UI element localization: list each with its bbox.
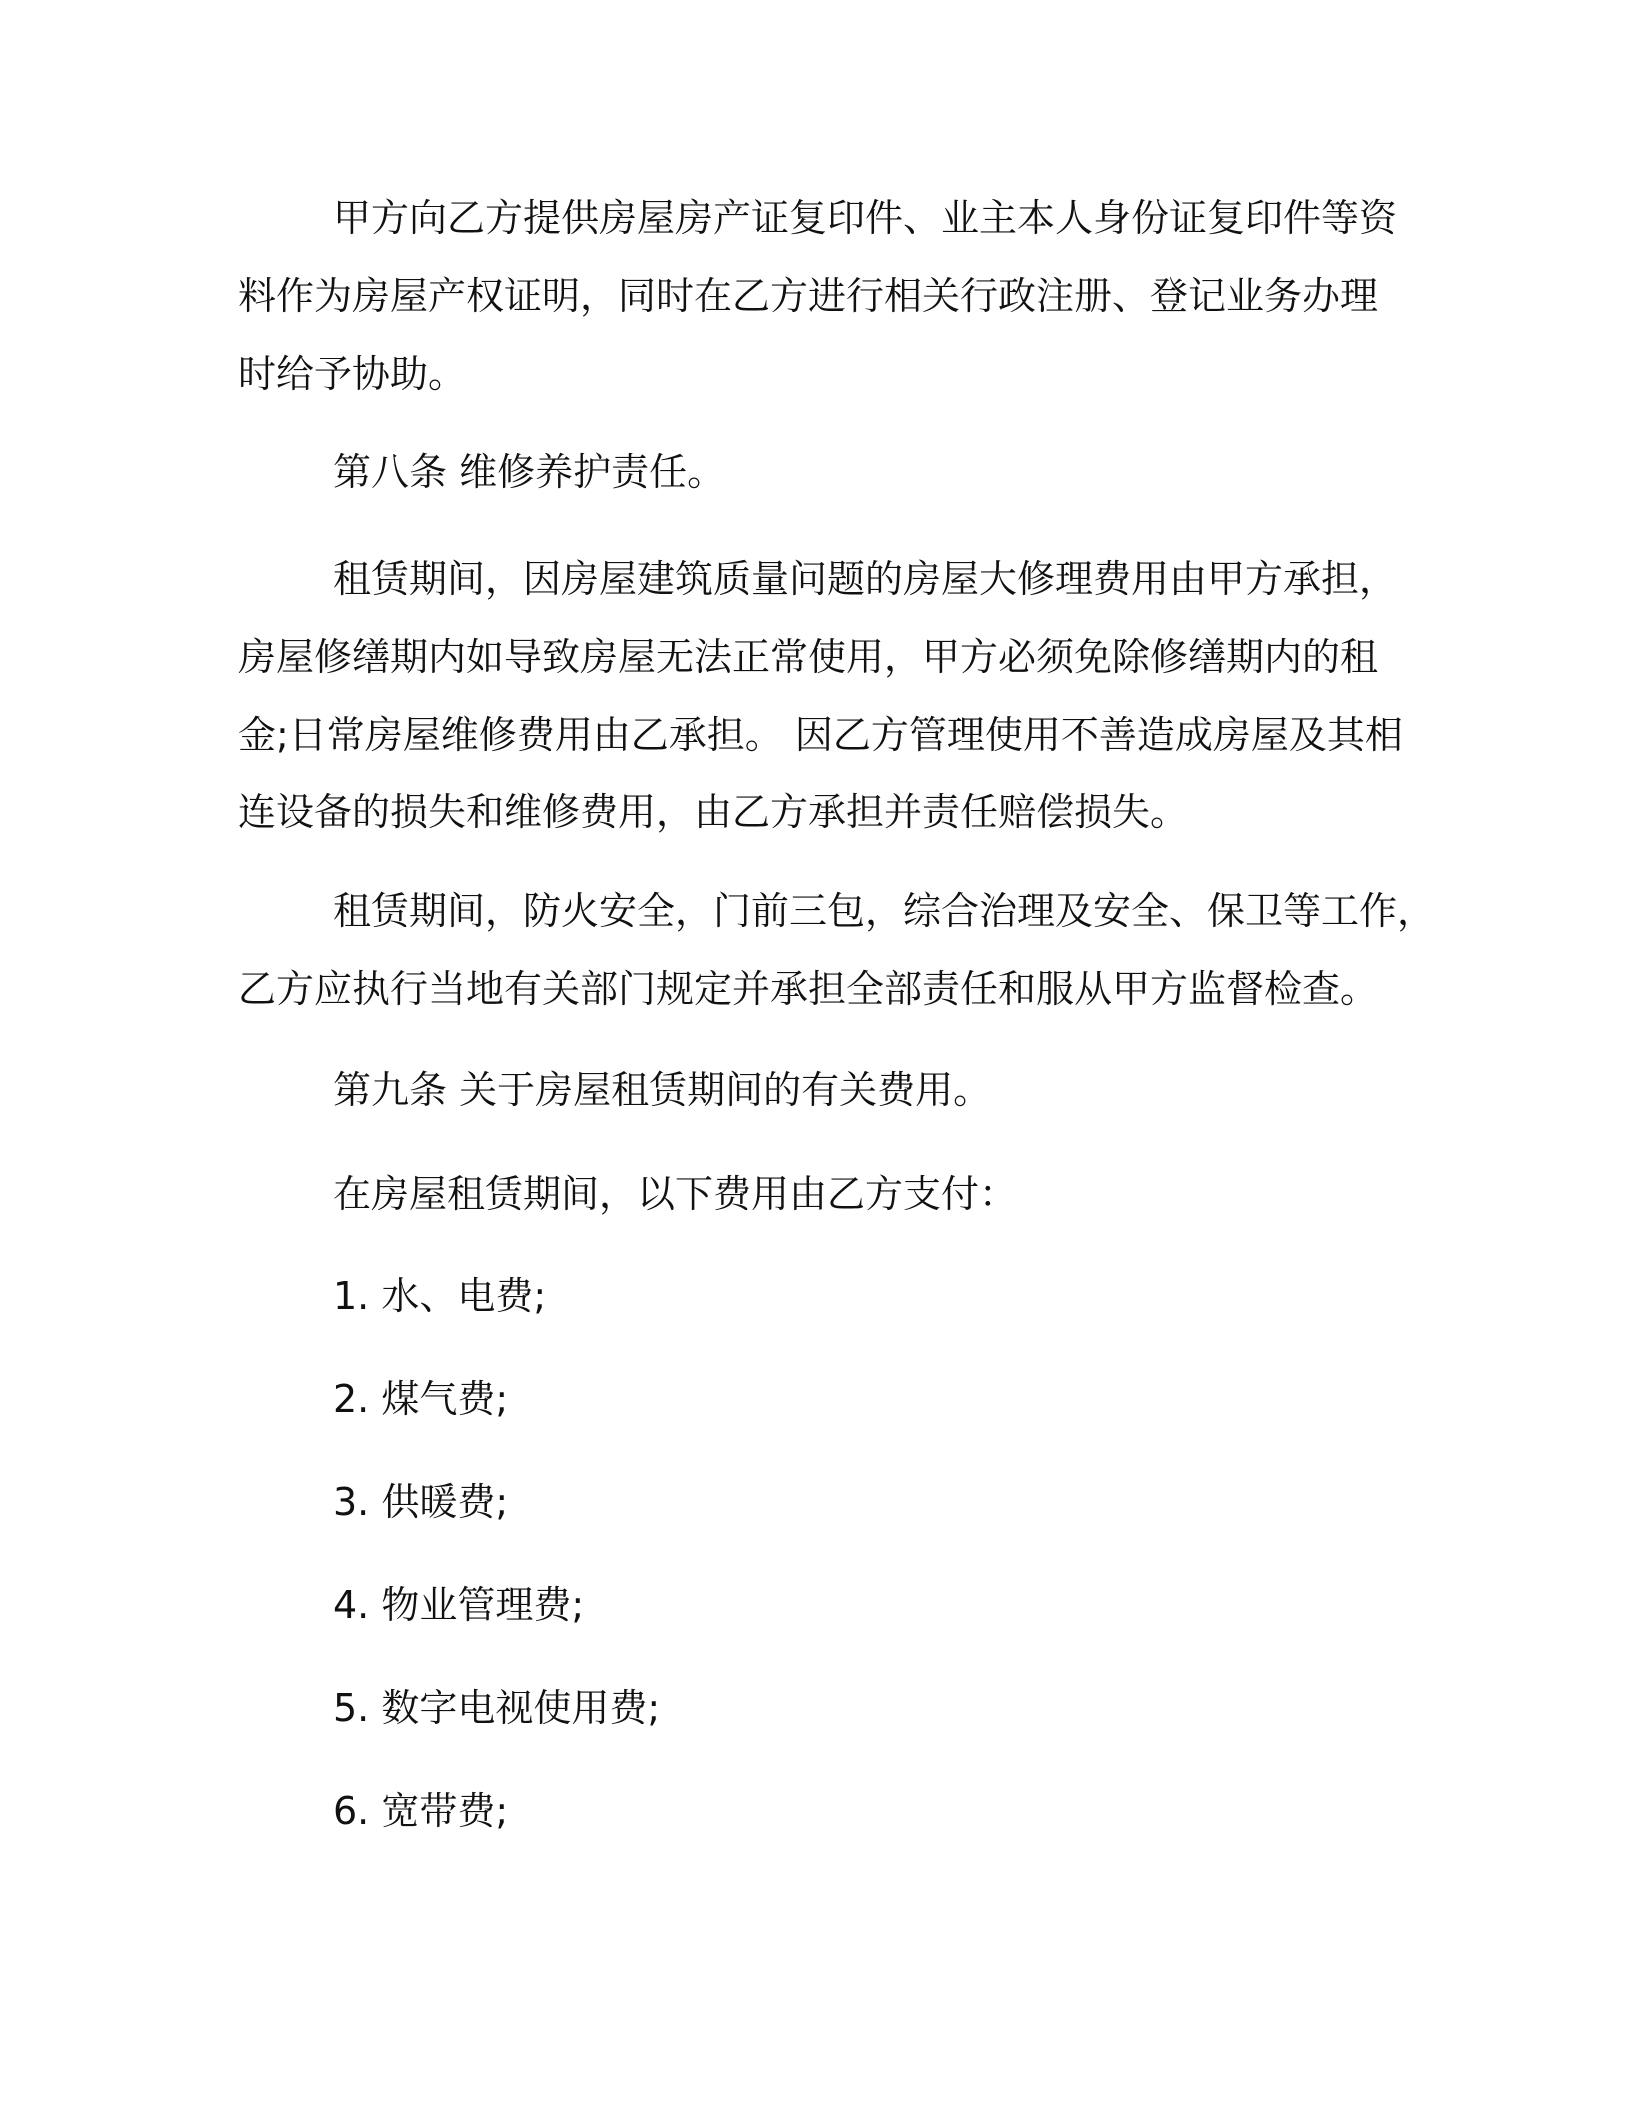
fee-item-2: 2. 煤气费; [333, 1377, 509, 1421]
fee-item-6: 6. 宽带费; [333, 1789, 509, 1833]
article-8-heading: 第八条 维修养护责任。 [333, 450, 726, 494]
fees-intro: 在房屋租赁期间，以下费用由乙方支付： [333, 1172, 1018, 1216]
article-9-heading: 第九条 关于房屋租赁期间的有关费用。 [333, 1068, 992, 1112]
fee-item-1: 1. 水、电费; [333, 1274, 547, 1318]
paragraph-2-line-1: 租赁期间，因房屋建筑质量问题的房屋大修理费用由甲方承担， [333, 557, 1398, 601]
paragraph-2-line-4: 连设备的损失和维修费用，由乙方承担并责任赔偿损失。 [238, 790, 1189, 834]
paragraph-3-line-1: 租赁期间，防火安全，门前三包，综合治理及安全、保卫等工作， [333, 889, 1436, 933]
paragraph-2-line-2: 房屋修缮期内如导致房屋无法正常使用，甲方必须免除修缮期内的租 [238, 635, 1379, 679]
paragraph-1-line-3: 时给予协助。 [238, 352, 467, 396]
fee-item-5: 5. 数字电视使用费; [333, 1686, 661, 1730]
fee-item-4: 4. 物业管理费; [333, 1583, 585, 1627]
paragraph-3-line-2: 乙方应执行当地有关部门规定并承担全部责任和服从甲方监督检查。 [238, 967, 1379, 1011]
fee-item-3: 3. 供暖费; [333, 1480, 509, 1524]
paragraph-2-line-3: 金;日常房屋维修费用由乙承担。 因乙方管理使用不善造成房屋及其相 [238, 713, 1403, 757]
paragraph-1-line-1: 甲方向乙方提供房屋房产证复印件、业主本人身份证复印件等资 [333, 196, 1398, 240]
paragraph-1-line-2: 料作为房屋产权证明，同时在乙方进行相关行政注册、登记业务办理 [238, 274, 1379, 318]
